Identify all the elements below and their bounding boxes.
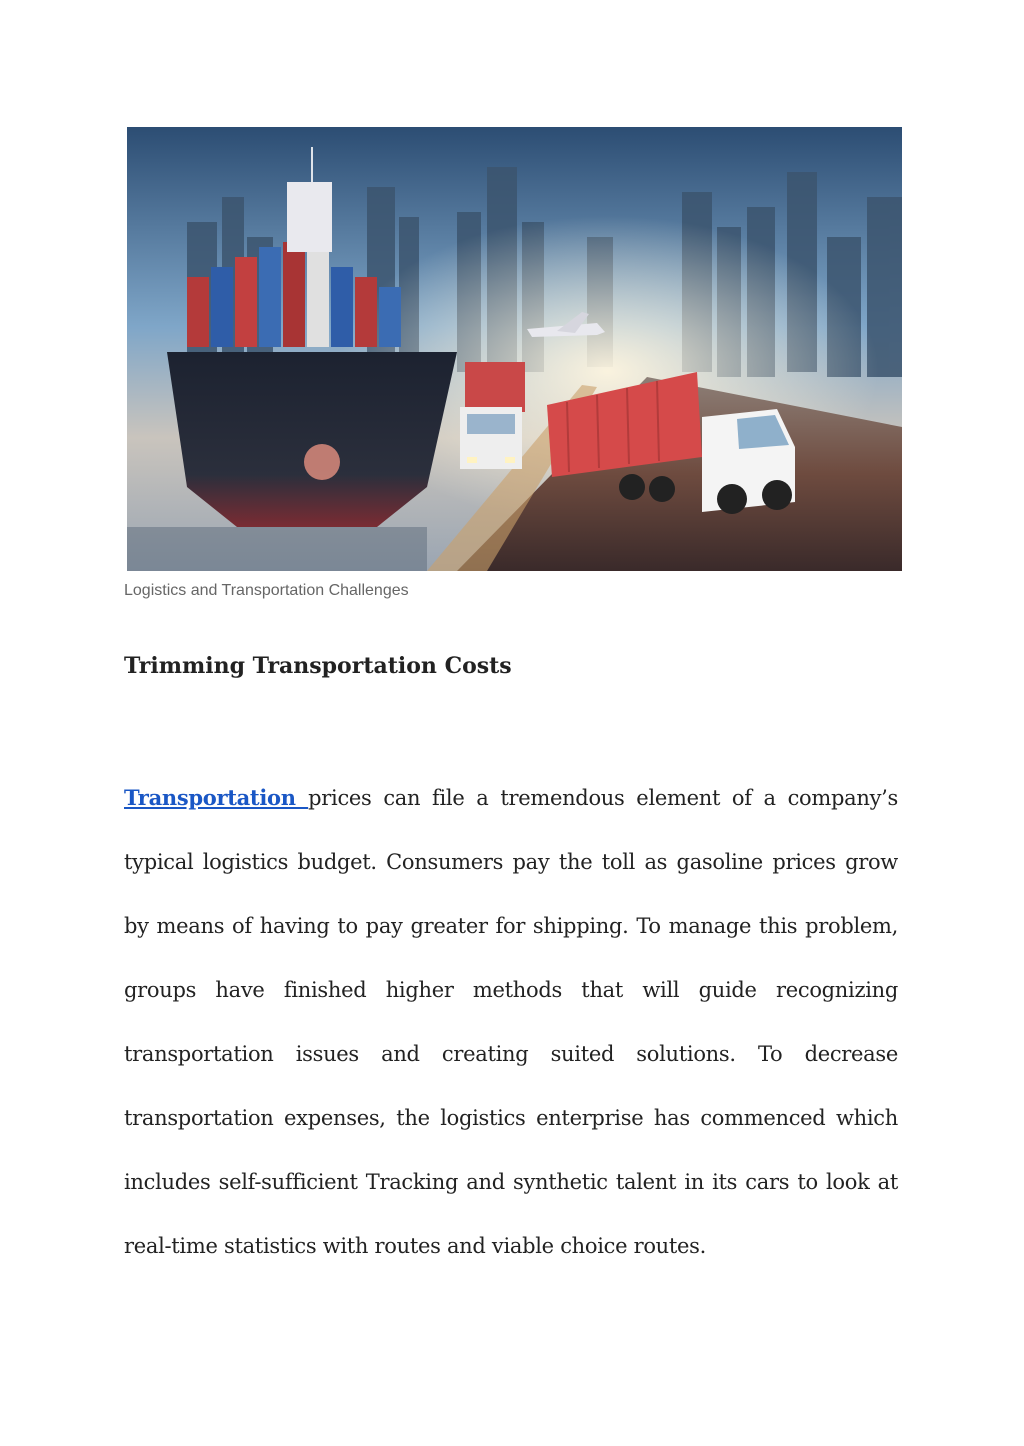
paragraph-text: prices can file a tremendous element of a company’s typical logistics budget. Consumers pay the toll as gasoline prices grow by means of having to pay greater for shipping. To manage this problem, groups have finished higher methods that will guide recognizing transportation issues and creating suited solutions. To decrease transportation expenses, the logistics enterprise has commenced which includes self-sufficient Tracking and synthetic talent in its cars to look at real-time statistics with routes and viable choice routes. <box>124 786 898 1258</box>
logistics-hero-image <box>127 127 902 571</box>
section-heading: Trimming Transportation Costs <box>124 653 512 679</box>
transportation-link[interactable]: Transportation <box>124 785 309 810</box>
article-paragraph <box>124 766 898 1278</box>
image-caption: Logistics and Transportation Challenges <box>124 582 409 599</box>
